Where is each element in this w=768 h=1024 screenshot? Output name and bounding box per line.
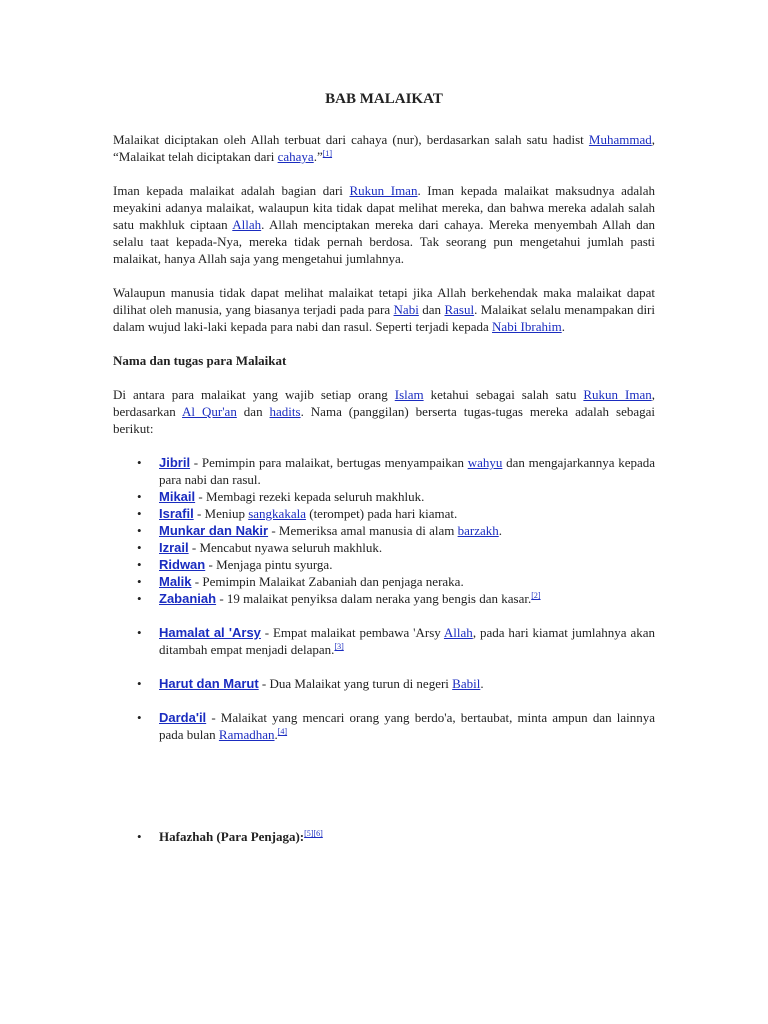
link-sangkakala[interactable]: sangkakala xyxy=(248,506,306,521)
paragraph-list-intro xyxy=(113,386,655,437)
link-allah-2[interactable]: Allah xyxy=(443,625,473,640)
text: - Dua Malaikat yang turun di negeri xyxy=(258,676,453,691)
text: - 19 malaikat penyiksa dalam neraka yang bengis dan kasar. xyxy=(216,591,532,606)
text: , berdasarkan xyxy=(113,387,655,419)
list-item-hafazhah xyxy=(159,828,655,845)
list-item-jibril xyxy=(159,454,655,488)
link-dardail[interactable]: Darda'il xyxy=(159,710,207,725)
text: dan mengajarkannya kepada para nabi dan rasul. xyxy=(159,455,656,487)
text: . Malaikat selalu menampakan diri dalam wujud laki-laki kepada para nabi dan rasul. Seperti terjadi kepada xyxy=(113,302,655,334)
link-al-quran[interactable]: Al Qur'an xyxy=(182,404,237,419)
text: - Mencabut nyawa seluruh makhluk. xyxy=(188,540,383,555)
text: - Menjaga pintu syurga. xyxy=(205,557,333,572)
paragraph-visibility xyxy=(113,284,655,335)
ref-4[interactable]: [4] xyxy=(277,727,288,736)
link-muhammad[interactable]: Muhammad xyxy=(588,132,652,147)
text: dan xyxy=(236,404,270,419)
text: . xyxy=(498,523,503,538)
text: - Pemimpin Malaikat Zabaniah dan penjaga neraka. xyxy=(191,574,464,589)
link-allah[interactable]: Allah xyxy=(232,217,262,232)
link-rukun-iman-2[interactable]: Rukun Iman xyxy=(583,387,652,402)
link-barzakh[interactable]: barzakh xyxy=(457,523,499,538)
link-hadits[interactable]: hadits xyxy=(269,404,301,419)
ref-1[interactable]: [1] xyxy=(322,149,333,158)
section-heading: Nama dan tugas para Malaikat xyxy=(113,353,287,368)
link-rasul[interactable]: Rasul xyxy=(444,302,475,317)
text: Malaikat diciptakan oleh Allah terbuat dari cahaya (nur), berdasarkan salah satu hadist xyxy=(113,132,589,147)
link-izrail[interactable]: Izrail xyxy=(159,540,189,555)
link-cahaya[interactable]: cahaya xyxy=(277,149,314,164)
text: ketahui sebagai salah satu xyxy=(423,387,584,402)
list-item-zabaniah xyxy=(159,590,655,607)
text: , “Malaikat telah diciptakan dari xyxy=(113,132,655,164)
text: Walaupun manusia tidak dapat melihat malaikat tetapi jika Allah berkehendak maka malaikat dapat dilihat oleh manusia, yang biasanya terjadi pada para xyxy=(113,285,655,317)
list-item-munkar-nakir xyxy=(159,522,655,539)
link-nabi[interactable]: Nabi xyxy=(393,302,419,317)
text: , pada hari kiamat jumlahnya akan ditambah empat menjadi delapan. xyxy=(159,625,655,657)
link-zabaniah[interactable]: Zabaniah xyxy=(159,591,217,606)
hafazhah-label: Hafazhah (Para Penjaga): xyxy=(159,829,305,844)
list-item-hamalat-al-arsy xyxy=(159,624,655,658)
link-harut-marut[interactable]: Harut dan Marut xyxy=(159,676,259,691)
text: Di antara para malaikat yang wajib setiap orang xyxy=(113,387,395,402)
link-ridwan[interactable]: Ridwan xyxy=(159,557,206,572)
ref-6[interactable]: [6] xyxy=(313,829,323,838)
text: - Meniup xyxy=(193,506,249,521)
link-rukun-iman[interactable]: Rukun Iman xyxy=(349,183,418,198)
list-item-israfil xyxy=(159,505,655,522)
ref-5[interactable]: [5] xyxy=(304,829,314,838)
text: - Empat malaikat pembawa 'Arsy xyxy=(260,625,444,640)
link-hamalat-al-arsy[interactable]: Hamalat al 'Arsy xyxy=(159,625,261,640)
angel-list xyxy=(113,454,655,845)
list-item-harut-marut xyxy=(159,675,655,692)
list-item-dardail xyxy=(159,709,655,743)
link-malik[interactable]: Malik xyxy=(159,574,192,589)
link-mikail[interactable]: Mikail xyxy=(159,489,196,504)
page-title: BAB MALAIKAT xyxy=(325,91,443,107)
paragraph-iman xyxy=(113,182,655,267)
text: (terompet) pada hari kiamat. xyxy=(305,506,458,521)
text: . Nama (panggilan) berserta tugas-tugas mereka adalah sebagai berikut: xyxy=(113,404,655,436)
text: . Allah menciptakan mereka dari cahaya. Mereka menyembah Allah dan selalu taat kepada-Nya, mereka tidak pernah berdosa. Tak seorang pun mengetahui jumlah pasti malaikat, hanya Allah saja yang mengetahui jumlahnya. xyxy=(113,217,655,266)
link-jibril[interactable]: Jibril xyxy=(159,455,191,470)
text: . xyxy=(561,319,565,334)
link-wahyu[interactable]: wahyu xyxy=(467,455,503,470)
ref-2[interactable]: [2] xyxy=(531,591,541,600)
list-item-izrail xyxy=(159,539,655,556)
list-item-malik xyxy=(159,573,655,590)
text: - Memeriksa amal manusia di alam xyxy=(268,523,458,538)
text: - Membagi rezeki kepada seluruh makhluk. xyxy=(195,489,425,504)
ref-3[interactable]: [3] xyxy=(334,642,344,651)
text: . xyxy=(480,676,484,691)
paragraph-intro xyxy=(113,131,655,165)
link-ramadhan[interactable]: Ramadhan xyxy=(218,727,275,742)
text: dan xyxy=(418,302,445,317)
link-israfil[interactable]: Israfil xyxy=(159,506,194,521)
link-munkar-nakir[interactable]: Munkar dan Nakir xyxy=(159,523,269,538)
link-babil[interactable]: Babil xyxy=(452,676,481,691)
text: . xyxy=(274,727,278,742)
text: . Iman kepada malaikat maksudnya adalah meyakini adanya malaikat, walaupun kita tidak dapat melihat mereka, dan bahwa mereka adalah salah satu makhluk ciptaan xyxy=(113,183,655,232)
link-islam[interactable]: Islam xyxy=(394,387,424,402)
link-nabi-ibrahim[interactable]: Nabi Ibrahim xyxy=(492,319,562,334)
list-item-ridwan xyxy=(159,556,655,573)
text: - Pemimpin para malaikat, bertugas menyampaikan xyxy=(190,455,468,470)
text: - Malaikat yang mencari orang yang berdo'a, bertaubat, minta ampun dan lainnya pada bulan xyxy=(159,710,655,742)
text: Iman kepada malaikat adalah bagian dari xyxy=(113,183,350,198)
list-item-mikail xyxy=(159,488,655,505)
text: .” xyxy=(313,149,323,164)
